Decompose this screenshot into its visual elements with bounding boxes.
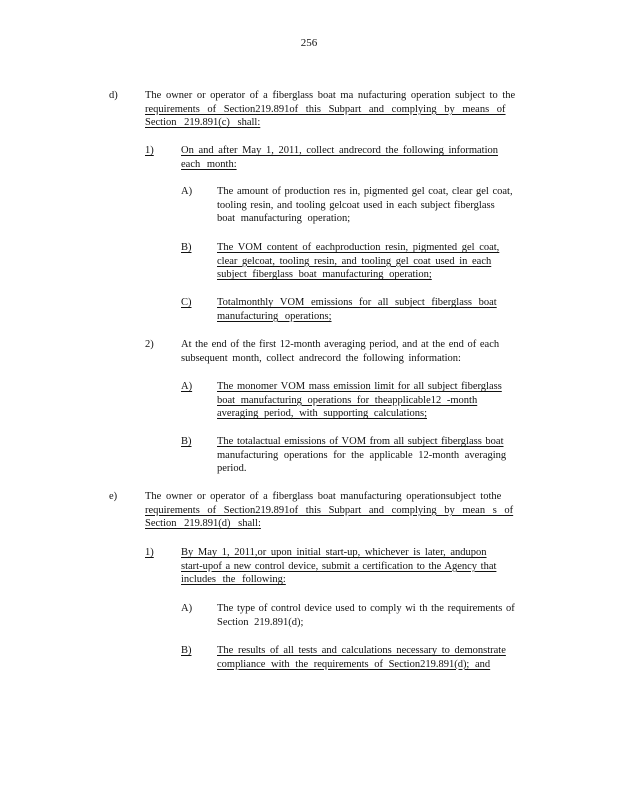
item-e-1-line-2: start-upof a new control device, submit a certification to the Agency that <box>181 560 497 572</box>
item-d-1-C-line-2: manufacturing operations; <box>217 310 332 322</box>
item-d-2-B-line-1: The totalactual emissions of VOM from all subject fiberglass boat <box>217 436 504 447</box>
item-d-line-3: Section 219.891(c) shall: <box>145 117 261 129</box>
item-e-1-A-line-1: The type of control device used to comply wi th the requirements of <box>217 603 515 614</box>
item-d-line-2: requirements of Section219.891of this Subpart and complying by means of <box>145 103 506 115</box>
item-d-1-label: 1) <box>145 145 154 156</box>
item-e-line-3: Section 219.891(d) shall: <box>145 518 261 530</box>
item-d-1-B-line-3: subject fiberglass boat manufacturing operation; <box>217 269 432 281</box>
item-d-1-A-line-2: tooling resin, and tooling gelcoat used in each subject fiberglass <box>217 199 495 211</box>
item-e-1-B-text <box>217 644 539 671</box>
item-d-2-B-line-2: manufacturing operations for the applicable 12-month averaging <box>217 449 507 461</box>
item-e-1-B-line-1: The results of all tests and calculations necessary to demonstrate <box>217 645 506 656</box>
item-e-1-B-label: B) <box>181 645 192 656</box>
item-d-label: d) <box>109 90 118 101</box>
item-d-1-A-label: A) <box>181 186 193 197</box>
item-e-1-text <box>181 546 536 587</box>
item-e-1-line-3: includes the following: <box>181 574 286 586</box>
item-d-2-B-text <box>217 435 539 476</box>
item-d-2-A-line-2: boat manufacturing operations for theapplicable12 -month <box>217 394 478 406</box>
item-d-1-B-line-1: The VOM content of eachproduction resin, pigmented gel coat, <box>217 242 500 253</box>
item-d-2-text <box>181 338 531 365</box>
item-d-1-C-line-1: Totalmonthly VOM emissions for all subject fiberglass boat <box>217 297 497 308</box>
item-d-1-text <box>181 144 531 171</box>
item-e-label: e) <box>109 491 118 502</box>
item-e-1-A-line-2: Section 219.891(d); <box>217 616 304 628</box>
item-d-1-B-line-2: clear gelcoat, tooling resin, and tooling gel coat used in each <box>217 255 492 267</box>
item-d-1-B-label: B) <box>181 242 192 253</box>
item-d-1-C-text <box>217 296 537 323</box>
item-d-2-B-line-3: period. <box>217 463 247 475</box>
item-e-1-B-line-2: compliance with the requirements of Section219.891(d); and <box>217 658 491 670</box>
item-d-2-A-line-3: averaging period, with supporting calculations; <box>217 408 427 420</box>
item-d-1-A-line-1: The amount of production res in, pigmented gel coat, clear gel coat, <box>217 186 513 197</box>
item-e-1-A-text <box>217 602 542 629</box>
item-d-2-A-line-1: The monomer VOM mass emission limit for all subject fiberglass <box>217 381 502 392</box>
item-d-1-line-1: On and after May 1, 2011, collect andrecord the following information <box>181 145 499 156</box>
item-d-1-line-2: each month: <box>181 158 237 170</box>
page-number: 256 <box>300 37 318 49</box>
item-d-2-line-1: At the end of the first 12-month averaging period, and at the end of each <box>181 339 500 350</box>
item-d-1-A-text <box>217 185 539 226</box>
item-d-2-A-label: A) <box>181 381 193 392</box>
item-d-2-label: 2) <box>145 339 154 350</box>
item-d-1-A-line-3: boat manufacturing operation; <box>217 213 351 225</box>
item-d-1-B-text <box>217 241 537 282</box>
item-d-2-line-2: subsequent month, collect andrecord the following information: <box>181 352 461 364</box>
item-e-1-label: 1) <box>145 547 154 558</box>
item-e-text <box>145 490 540 531</box>
item-e-1-A-label: A) <box>181 603 193 614</box>
item-d-1-C-label: C) <box>181 297 192 308</box>
item-d-text <box>145 89 540 130</box>
item-d-2-B-label: B) <box>181 436 192 447</box>
item-e-1-line-1: By May 1, 2011,or upon initial start-up, whichever is later, andupon <box>181 547 487 558</box>
item-e-line-1: The owner or operator of a fiberglass boat manufacturing operationsubject tothe <box>145 491 502 502</box>
item-e-line-2: requirements of Section219.891of this Subpart and complying by mean s of <box>145 504 514 516</box>
item-d-2-A-text <box>217 380 539 421</box>
item-d-line-1: The owner or operator of a fiberglass boat ma nufacturing operation subject to the <box>145 90 516 101</box>
